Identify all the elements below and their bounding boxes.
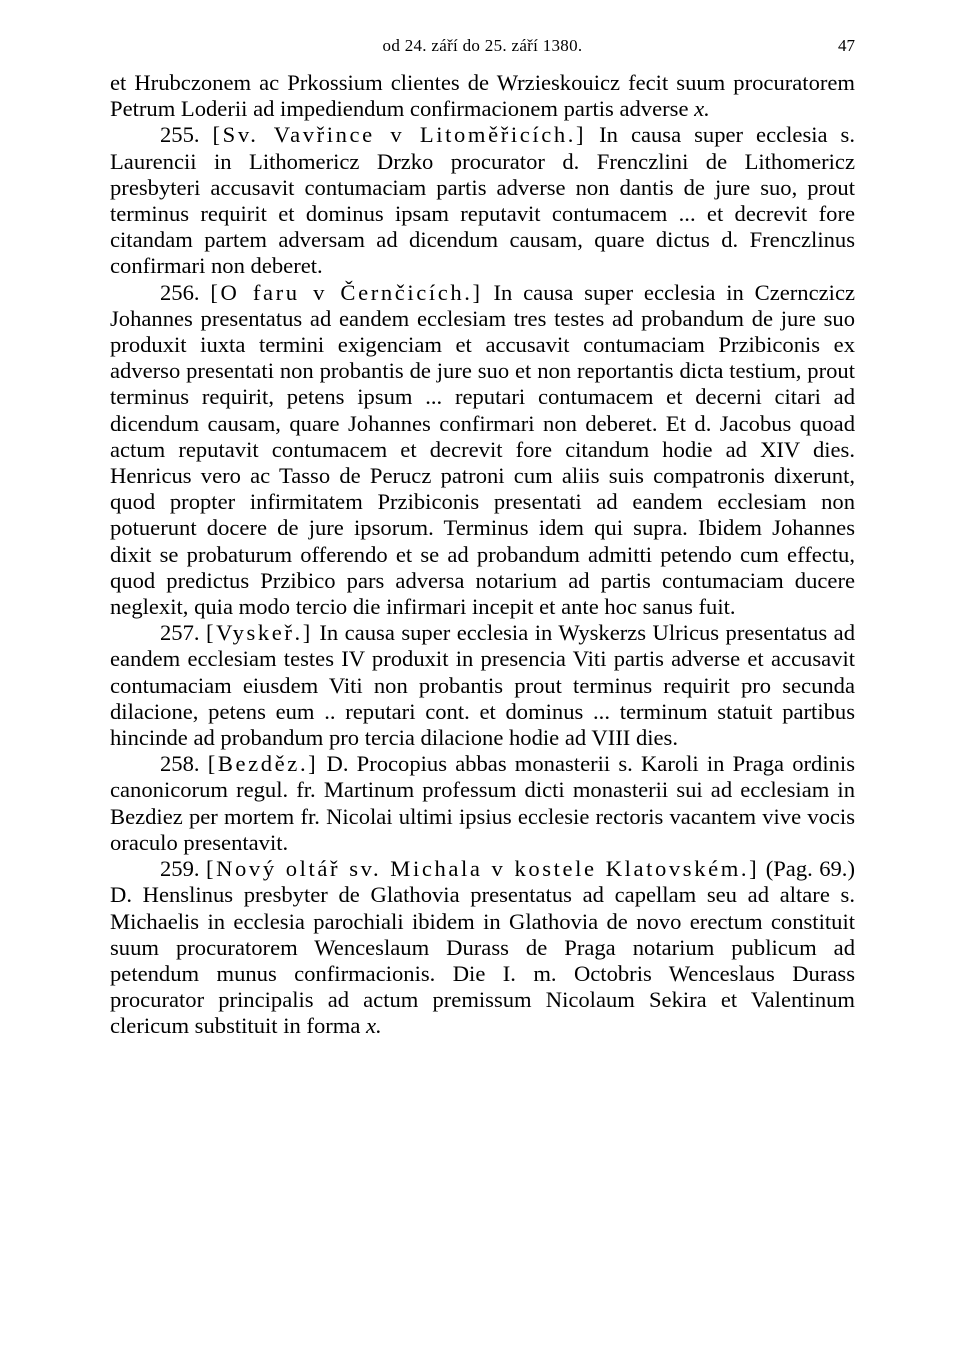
entry-text: In causa super ecclesia in Wyskerzs Ulricus presentatus ad eandem ecclesiam testes IV produxit in presencia Viti partis adverse et accusavit contumaciam eiusdem Viti non probantis prout terminus requirit pro secunda dilacione, petens eum .. reputari cont. et dominus ... terminum statuit partibus hincinde ad probandum pro tercia dilacione hodie ad VIII dies.	[110, 620, 855, 751]
entry-text: D. Henslinus presbyter de Glathovia presentatus ad capellam seu ad altare s. Michaelis in ecclesia parochiali ibidem in Glathovia de novo erectum constituit suum procuratorem Wenceslaum Durass de Praga notarium publicum ad petendum munus confirmacionis. Die I. m. Octobris Wenceslaus Durass procurator principalis ad actum premissum Nicolaum Sekira et Valentinum clericum substituit in forma	[110, 882, 855, 1039]
running-header	[110, 30, 855, 70]
entry-number: 259.	[160, 856, 200, 882]
entry-title: [Vyskeř.]	[206, 620, 313, 646]
entry-text: D. Procopius abbas monasterii s. Karoli in Praga ordinis canonicorum regul. fr. Martinum professum dicti monasterii sui ad ecclesiam in Bezdiez per mortem fr. Nicolai ultimi ipsius ecclesie rectoris vacantem vive vocis oraculo presentavit.	[110, 751, 855, 855]
entry-number: 256.	[160, 279, 200, 305]
entry-text: In causa super ecclesia s. Laurencii in Lithomericz Drzko procurator d. Frenczlini de Lithomericz presbyteri accusavit contumaciam partis adverse non dantis de jure suo, prout terminus requirit et dominus ipsam reputavit contumacem ... et decrevit fore citandam partem adversam ad dicendum causam, quare dictus d. Frenczlinus confirmari non deberet.	[110, 122, 855, 279]
entry-title: [O faru v Černčicích.]	[210, 279, 483, 305]
entry-title: [Bezděz.]	[207, 751, 319, 777]
entry-259	[110, 856, 855, 1039]
entry-text: In causa super ecclesia in Czernczicz Johannes presentatus ad eandem ecclesiam tres testes ad probandum de jure suo produxit iuxta termini exigenciam et accusavit contumaciam Przibiconis ex adverso presentati non probantis de jure suo et non reportantis dicta testium, prout terminus requirit, petens ipsum ... reputari contumacem et decerni citari ad dicendum causam, quare Johannes confirmari non deberet. Et d. Jacobus quoad actum reputavit contumacem et decrevit fore citandum hodie ad XIV dies. Henricus vero ac Tasso de Perucz patroni cum aliis suis compatronis dixerunt, quod propter infirmitatem Przibiconis presentati ad eandem ecclesiam non potuerunt docere de jure ipsorum. Terminus idem qui supra. Ibidem Johannes dixit se probaturum offerendo et se ad probandum admitti petendo cum effectu, quod predictus Przibico pars adversa notarium ad partis contumaciam ducere neglexit, quia modo tercio die infirmari incepit et ante hoc sanus fuit.	[110, 279, 855, 620]
document-page	[110, 30, 855, 1040]
page-number: 47	[838, 36, 855, 55]
entry-256	[110, 280, 855, 621]
body-text	[110, 70, 855, 1040]
entry-title: [Sv. Vavřince v Litoměřicích.]	[212, 122, 587, 148]
formula-mark: x.	[366, 1013, 382, 1039]
page-reference: (Pag. 69.)	[765, 856, 855, 882]
continuation-text: et Hrubczonem ac Prkossium clientes de Wrzieskouicz fecit suum procuratorem Petrum Loderii ad impediendum confirmacionem partis adverse	[110, 70, 855, 122]
entry-255	[110, 122, 855, 279]
entry-number: 258.	[160, 751, 200, 777]
running-title: od 24. září do 25. září 1380.	[382, 36, 583, 55]
entry-number: 257.	[160, 620, 200, 646]
entry-258	[110, 751, 855, 856]
entry-title: [Nový oltář sv. Michala v kostele Klatovském.]	[205, 856, 760, 882]
entry-number: 255.	[160, 122, 200, 148]
entry-257	[110, 620, 855, 751]
continuation-paragraph	[110, 70, 855, 122]
formula-mark: x.	[694, 96, 710, 122]
